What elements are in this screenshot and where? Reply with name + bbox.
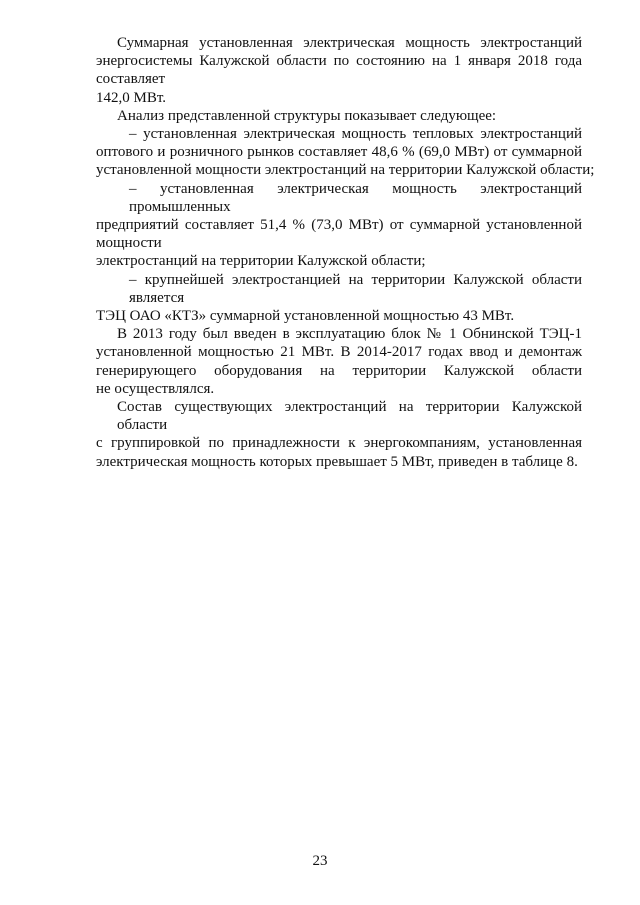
text-line: Суммарная установленная электрическая мощность электростанций: [117, 35, 582, 51]
text-line: энергосистемы Калужской области по состоянию на 1 января 2018 года составляет: [96, 53, 582, 88]
text-line: предприятий составляет 51,4 % (73,0 МВт) от суммарной установленной мощности: [96, 217, 582, 252]
text-line: оптового и розничного рынков составляет 48,6 % (69,0 МВт) от суммарной: [96, 144, 582, 161]
text-line: Состав существующих электростанций на территории Калужской области: [117, 399, 582, 434]
text-line: – крупнейшей электростанцией на территории Калужской области является: [129, 271, 582, 306]
body-text: [96, 34, 595, 471]
text-line: – установленная электрическая мощность электростанций промышленных: [129, 180, 582, 215]
text-line: установленной мощностью 21 МВт. В 2014-2017 годах ввод и демонтаж: [96, 344, 582, 361]
text-line: электростанций на территории Калужской области;: [96, 253, 426, 270]
text-line: ТЭЦ ОАО «КТЗ» суммарной установленной мощностью 43 МВт.: [96, 308, 515, 325]
text-line: – установленная электрическая мощность тепловых электростанций: [129, 126, 582, 143]
text-line: 142,0 МВт.: [96, 89, 167, 106]
text-line: Анализ представленной структуры показывает следующее:: [117, 107, 497, 124]
text-line: генерирующего оборудования на территории Калужской области: [96, 362, 582, 379]
text-line: электрическая мощность которых превышает 5 МВт, приведен в таблице 8.: [96, 453, 578, 470]
text-line: установленной мощности электростанций на территории Калужской области;: [96, 162, 595, 179]
text-line: с группировкой по принадлежности к энергокомпаниям, установленная: [96, 435, 582, 452]
text-line: не осуществлялся.: [96, 380, 215, 397]
text-line: В 2013 году был введен в эксплуатацию блок № 1 Обнинской ТЭЦ-1: [117, 326, 582, 343]
page-number: 23: [312, 853, 328, 869]
